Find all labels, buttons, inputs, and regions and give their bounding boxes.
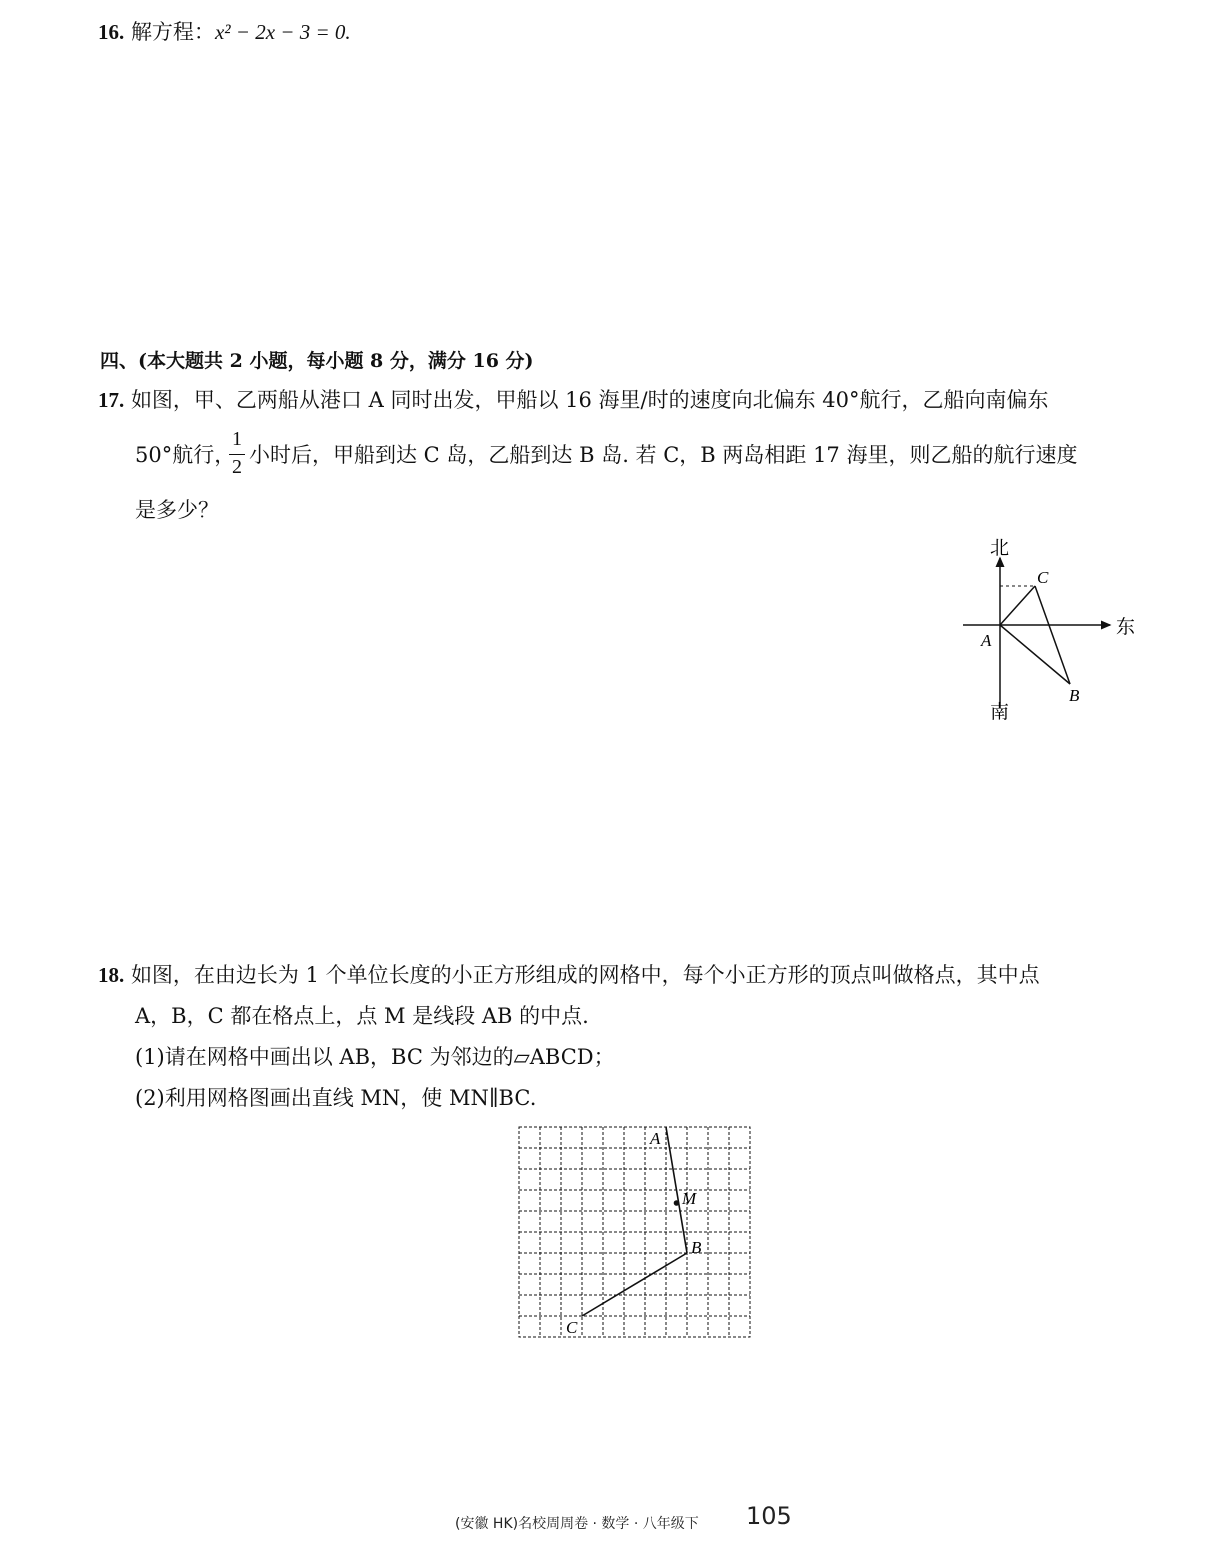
label-b: B	[691, 1238, 702, 1257]
question-18-line-1	[98, 961, 1040, 989]
question-16	[98, 18, 351, 46]
question-number: 18.	[98, 963, 125, 987]
label-c: C	[566, 1318, 578, 1337]
label-b: B	[1069, 686, 1080, 705]
question-17-line-1	[98, 386, 1049, 414]
question-17-line-3: 是多少？	[135, 498, 219, 522]
question-18-text-1: 如图，在由边长为 1 个单位长度的小正方形组成的网格中，每个小正方形的顶点叫做格点，其中点	[130, 963, 1040, 987]
question-18-line-2: A，B，C 都在格点上，点 M 是线段 AB 的中点.	[135, 1004, 589, 1028]
label-c: C	[1037, 568, 1049, 587]
equation: x² − 2x − 3 = 0.	[214, 20, 351, 44]
segment-bc	[582, 1253, 687, 1316]
question-17-line-2a: 50°航行，	[135, 443, 236, 467]
compass-diagram	[955, 530, 1145, 725]
label-m: M	[682, 1189, 697, 1208]
question-17-text-1: 如图，甲、乙两船从港口 A 同时出发，甲船以 16 海里/时的速度向北偏东 40°航行，乙船向南偏东	[130, 388, 1049, 412]
question-18-part-1: (1)请在网格中画出以 AB，BC 为邻边的▱ABCD；	[135, 1045, 615, 1069]
section-header: 四、(本大题共 2 小题，每小题 8 分，满分 16 分)	[100, 350, 534, 372]
fraction-numerator: 1	[232, 428, 242, 450]
label-south: 南	[990, 702, 1010, 723]
page-number: 105	[746, 1502, 792, 1530]
label-a: A	[650, 1129, 661, 1148]
question-17-line-2b: 小时后，甲船到达 C 岛，乙船到达 B 岛. 若 C，B 两岛相距 17 海里，则乙船的航行速度	[249, 443, 1078, 467]
point-m	[674, 1200, 680, 1206]
question-number: 16.	[98, 20, 125, 44]
fraction-denominator: 2	[232, 456, 242, 478]
segment-ac	[1000, 586, 1035, 625]
label-a: A	[981, 631, 992, 650]
footer-text: (安徽 HK)名校周周卷 · 数学 · 八年级下	[455, 1516, 699, 1532]
question-18-part-2: (2)利用网格图画出直线 MN，使 MN∥BC.	[135, 1086, 537, 1110]
grid-diagram	[515, 1123, 755, 1343]
label-east: 东	[1116, 617, 1136, 638]
question-16-prefix: 解方程：	[130, 20, 215, 44]
grid-lines	[519, 1127, 750, 1337]
question-number: 17.	[98, 388, 125, 412]
fraction-bar	[229, 454, 245, 455]
label-north: 北	[990, 538, 1010, 559]
